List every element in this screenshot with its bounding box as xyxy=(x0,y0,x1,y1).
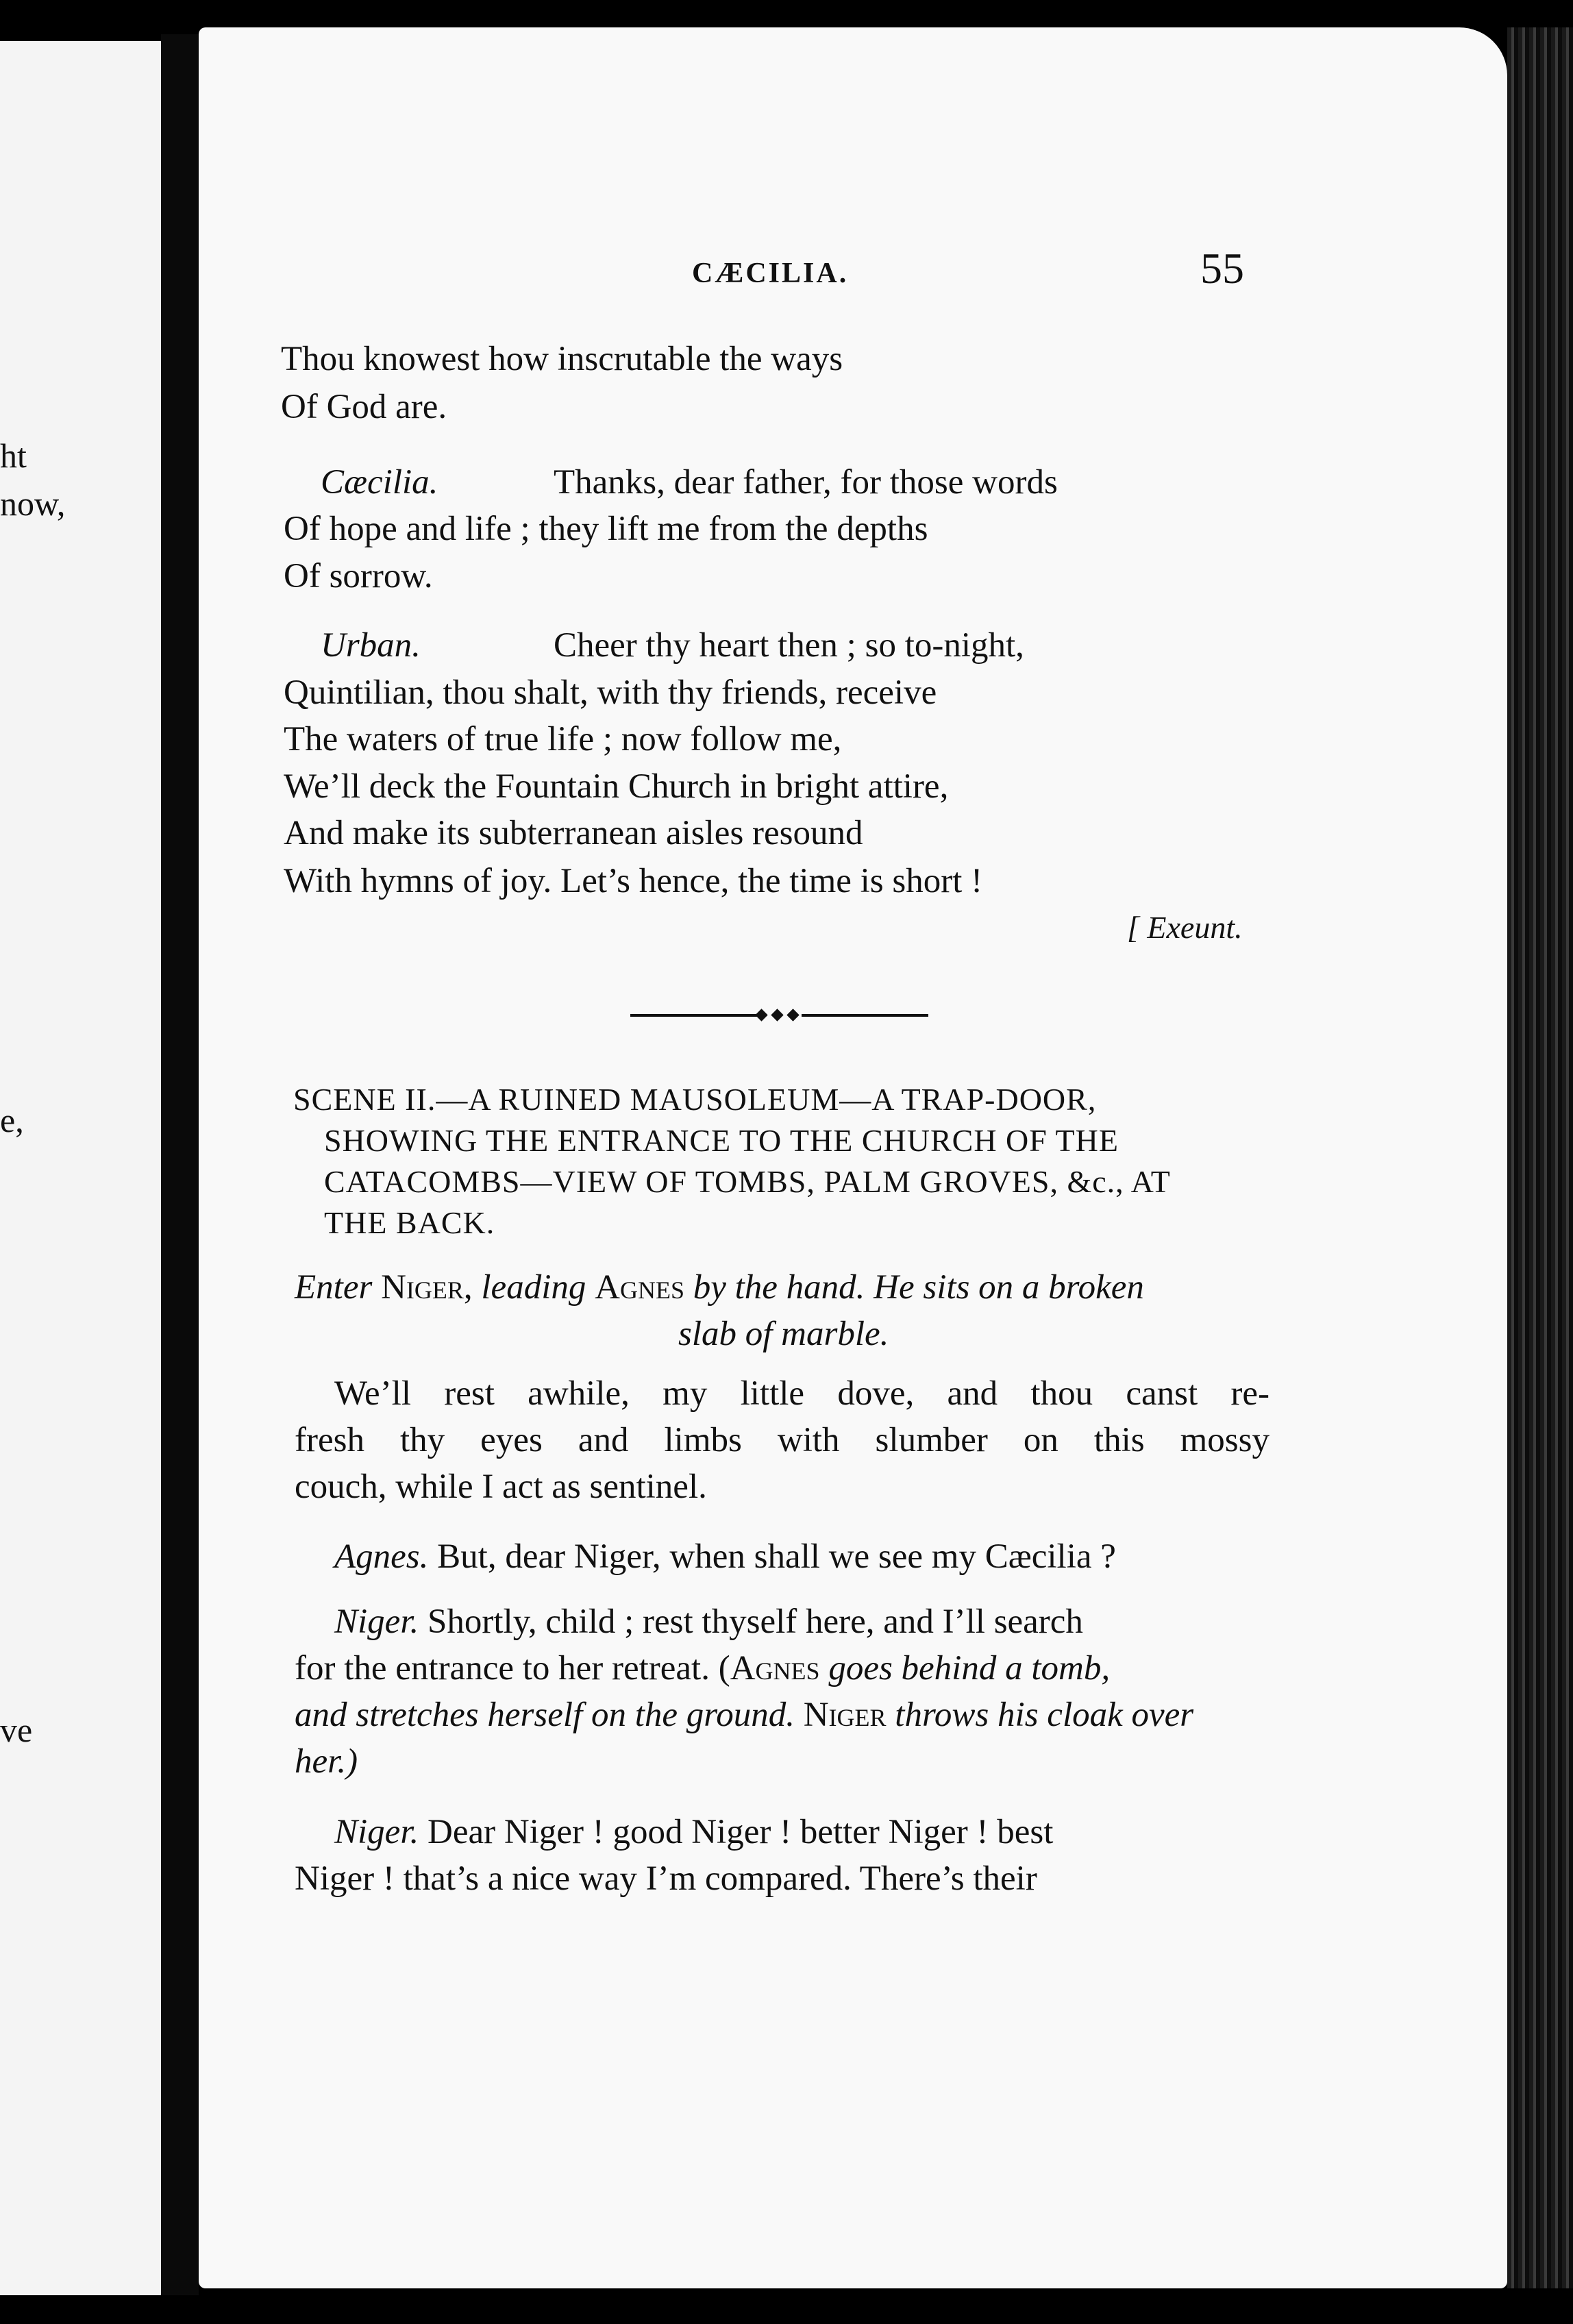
verse-line: Quintilian, thou shalt, with thy friends, receive xyxy=(284,673,937,712)
stage-direction-text: goes behind a tomb, xyxy=(828,1649,1111,1688)
prose-line: couch, while I act as sentinel. xyxy=(295,1468,707,1506)
speaker-cecilia: Cæcilia. xyxy=(321,463,438,502)
stage-direction-text: slab of marble. xyxy=(678,1315,889,1353)
scene-heading-line: SHOWING THE ENTRANCE TO THE CHURCH OF THE xyxy=(324,1123,1119,1158)
prose-line: for the entrance to her retreat. ( xyxy=(295,1649,730,1688)
stage-direction-text: and stretches herself on the ground. xyxy=(295,1696,795,1734)
prose-line: Dear Niger ! good Niger ! better Niger ! best xyxy=(428,1813,1054,1851)
page-edge-stack xyxy=(1507,27,1573,2288)
verse-line: Thou knowest how inscrutable the ways xyxy=(281,340,843,378)
verse-line: With hymns of joy. Let’s hence, the time is short ! xyxy=(284,862,983,900)
verse-line: Thanks, dear father, for those words xyxy=(554,463,1058,502)
ornamental-divider xyxy=(630,1013,928,1018)
speaker-niger: Niger. xyxy=(334,1813,419,1851)
verse-line: Cheer thy heart then ; so to-night, xyxy=(554,626,1024,665)
character-agnes: Agnes xyxy=(730,1649,820,1688)
stage-direction-text: throws his cloak over xyxy=(895,1696,1194,1734)
speaker-agnes: Agnes. xyxy=(334,1537,429,1576)
stage-exeunt: [ Exeunt. xyxy=(1127,910,1243,945)
verse-line: Of hope and life ; they lift me from the depths xyxy=(284,510,928,548)
character-niger: Niger xyxy=(803,1696,887,1734)
stage-direction-text: by the hand. He sits on a broken xyxy=(693,1268,1144,1307)
character-niger: Niger, xyxy=(381,1268,473,1307)
left-page-fragment: now, xyxy=(0,484,66,523)
left-page-edge xyxy=(0,41,161,2295)
scene-heading-line: CATACOMBS—VIEW OF TOMBS, PALM GROVES, &c., AT xyxy=(324,1164,1171,1199)
running-title: CÆCILIA. xyxy=(692,258,849,289)
stage-leading: leading xyxy=(481,1268,586,1307)
prose-line: Niger ! that’s a nice way I’m compared. There’s their xyxy=(295,1859,1037,1898)
verse-line: The waters of true life ; now follow me, xyxy=(284,720,842,758)
left-page-fragment: ve xyxy=(0,1711,33,1749)
book-gutter xyxy=(161,34,199,2295)
page-number: 55 xyxy=(1200,244,1244,293)
verse-line: We’ll deck the Fountain Church in bright attire, xyxy=(284,767,949,806)
verse-line: Of sorrow. xyxy=(284,557,433,595)
prose-line: We’ll rest awhile, my little dove, and thou canst re- xyxy=(334,1374,1269,1413)
prose-line: But, dear Niger, when shall we see my Cæcilia ? xyxy=(437,1537,1116,1576)
prose-line: Shortly, child ; rest thyself here, and I’ll search xyxy=(428,1603,1083,1641)
speaker-urban: Urban. xyxy=(321,626,421,665)
prose-line: fresh thy eyes and limbs with slumber on this mossy xyxy=(295,1421,1269,1459)
verse-line: And make its subterranean aisles resound xyxy=(284,814,863,852)
verse-line: Of God are. xyxy=(281,388,447,426)
left-page-fragment: ht xyxy=(0,436,27,475)
stage-direction-text: her.) xyxy=(295,1742,358,1781)
stage-enter: Enter xyxy=(295,1268,373,1307)
character-agnes: Agnes xyxy=(595,1268,684,1307)
left-page-fragment: e, xyxy=(0,1101,24,1139)
scene-heading-line: SCENE II.—A RUINED MAUSOLEUM—A TRAP-DOOR, xyxy=(293,1082,1097,1117)
speaker-niger: Niger. xyxy=(334,1603,419,1641)
scene-heading-line: THE BACK. xyxy=(324,1205,495,1240)
